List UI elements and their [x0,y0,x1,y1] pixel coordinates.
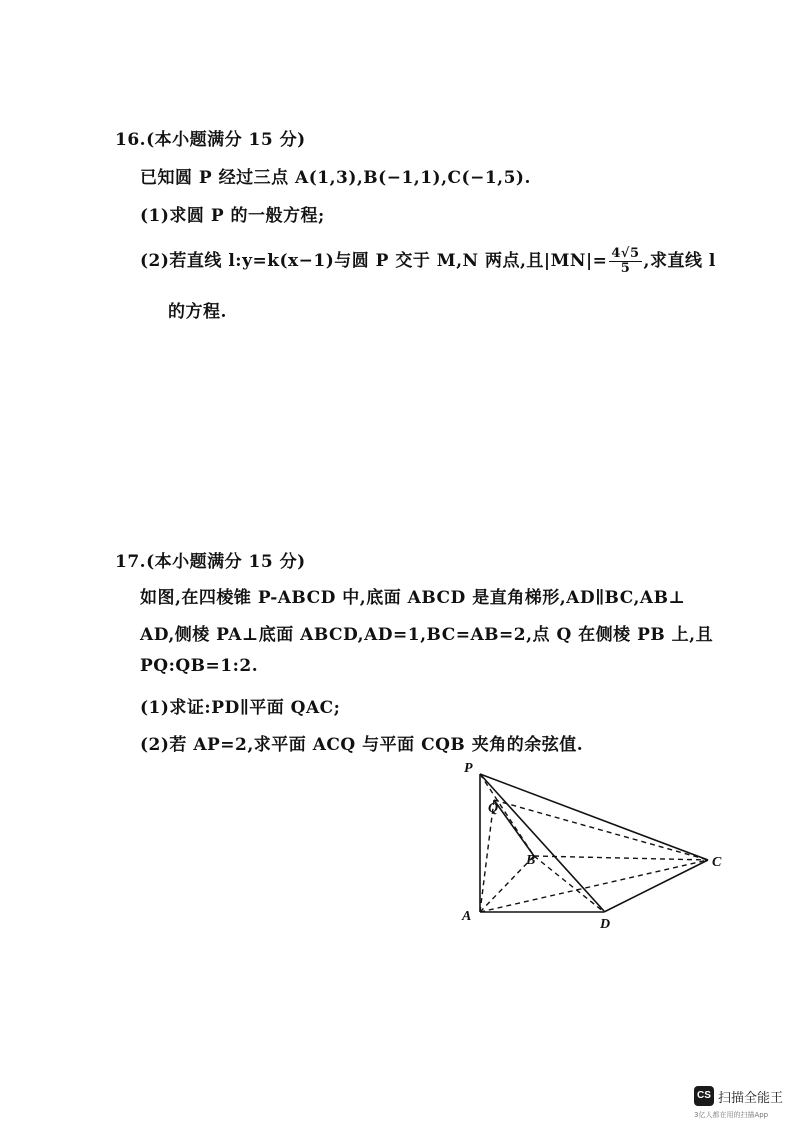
camscanner-brand: 扫描全能王 [718,1091,784,1106]
pyramid-figure [458,758,738,933]
camscanner-tagline: 3亿人都在用的扫描App [694,1111,769,1119]
problem-16-header: 16.(本小题满分 15 分) [115,130,306,150]
problem-16-part-2 [140,246,716,276]
fraction-denominator: 5 [620,261,631,276]
problem-17-line-3: PQ:QB=1:2. [140,656,259,676]
problem-17-line-1: 如图,在四棱锥 P-ABCD 中,底面 ABCD 是直角梯形,AD∥BC,AB⊥ [140,588,686,608]
edge-AQ [480,800,494,912]
problem-16-part-1: (1)求圆 P 的一般方程; [140,206,325,226]
label-Q: Q [488,801,499,816]
camscanner-logo-icon: CS [694,1086,714,1106]
problem-17-part-1: (1)求证:PD∥平面 QAC; [140,698,341,718]
problem-17-part-2: (2)若 AP=2,求平面 ACQ 与平面 CQB 夹角的余弦值. [140,735,584,755]
edge-PD [480,774,604,911]
label-P: P [464,761,473,776]
edge-BC [534,856,708,860]
edge-PC [480,774,708,860]
label-C: C [712,855,722,870]
label-A: A [462,909,472,924]
edge-DC [604,860,708,912]
fraction [609,247,641,276]
label-B: B [526,853,536,868]
fraction-numerator: 4√5 [611,246,640,261]
edge-BD [534,856,604,912]
problem-16-part-2-continued: 的方程. [168,302,227,322]
problem-17-line-2: AD,侧棱 PA⊥底面 ABCD,AD=1,BC=AB=2,点 Q 在侧棱 PB 上,且 [140,625,714,645]
problem-17-header: 17.(本小题满分 15 分) [115,552,306,572]
problem-16-statement: 已知圆 P 经过三点 A(1,3),B(−1,1),C(−1,5). [140,168,531,188]
edge-QC [494,800,708,860]
problem-16-part-2-text: (2)若直线 l:y=k(x−1)与圆 P 交于 M,N 两点,且|MN|= [140,251,608,271]
problem-16-part-2-text-end: ,求直线 l [643,251,716,271]
label-D: D [600,917,611,932]
